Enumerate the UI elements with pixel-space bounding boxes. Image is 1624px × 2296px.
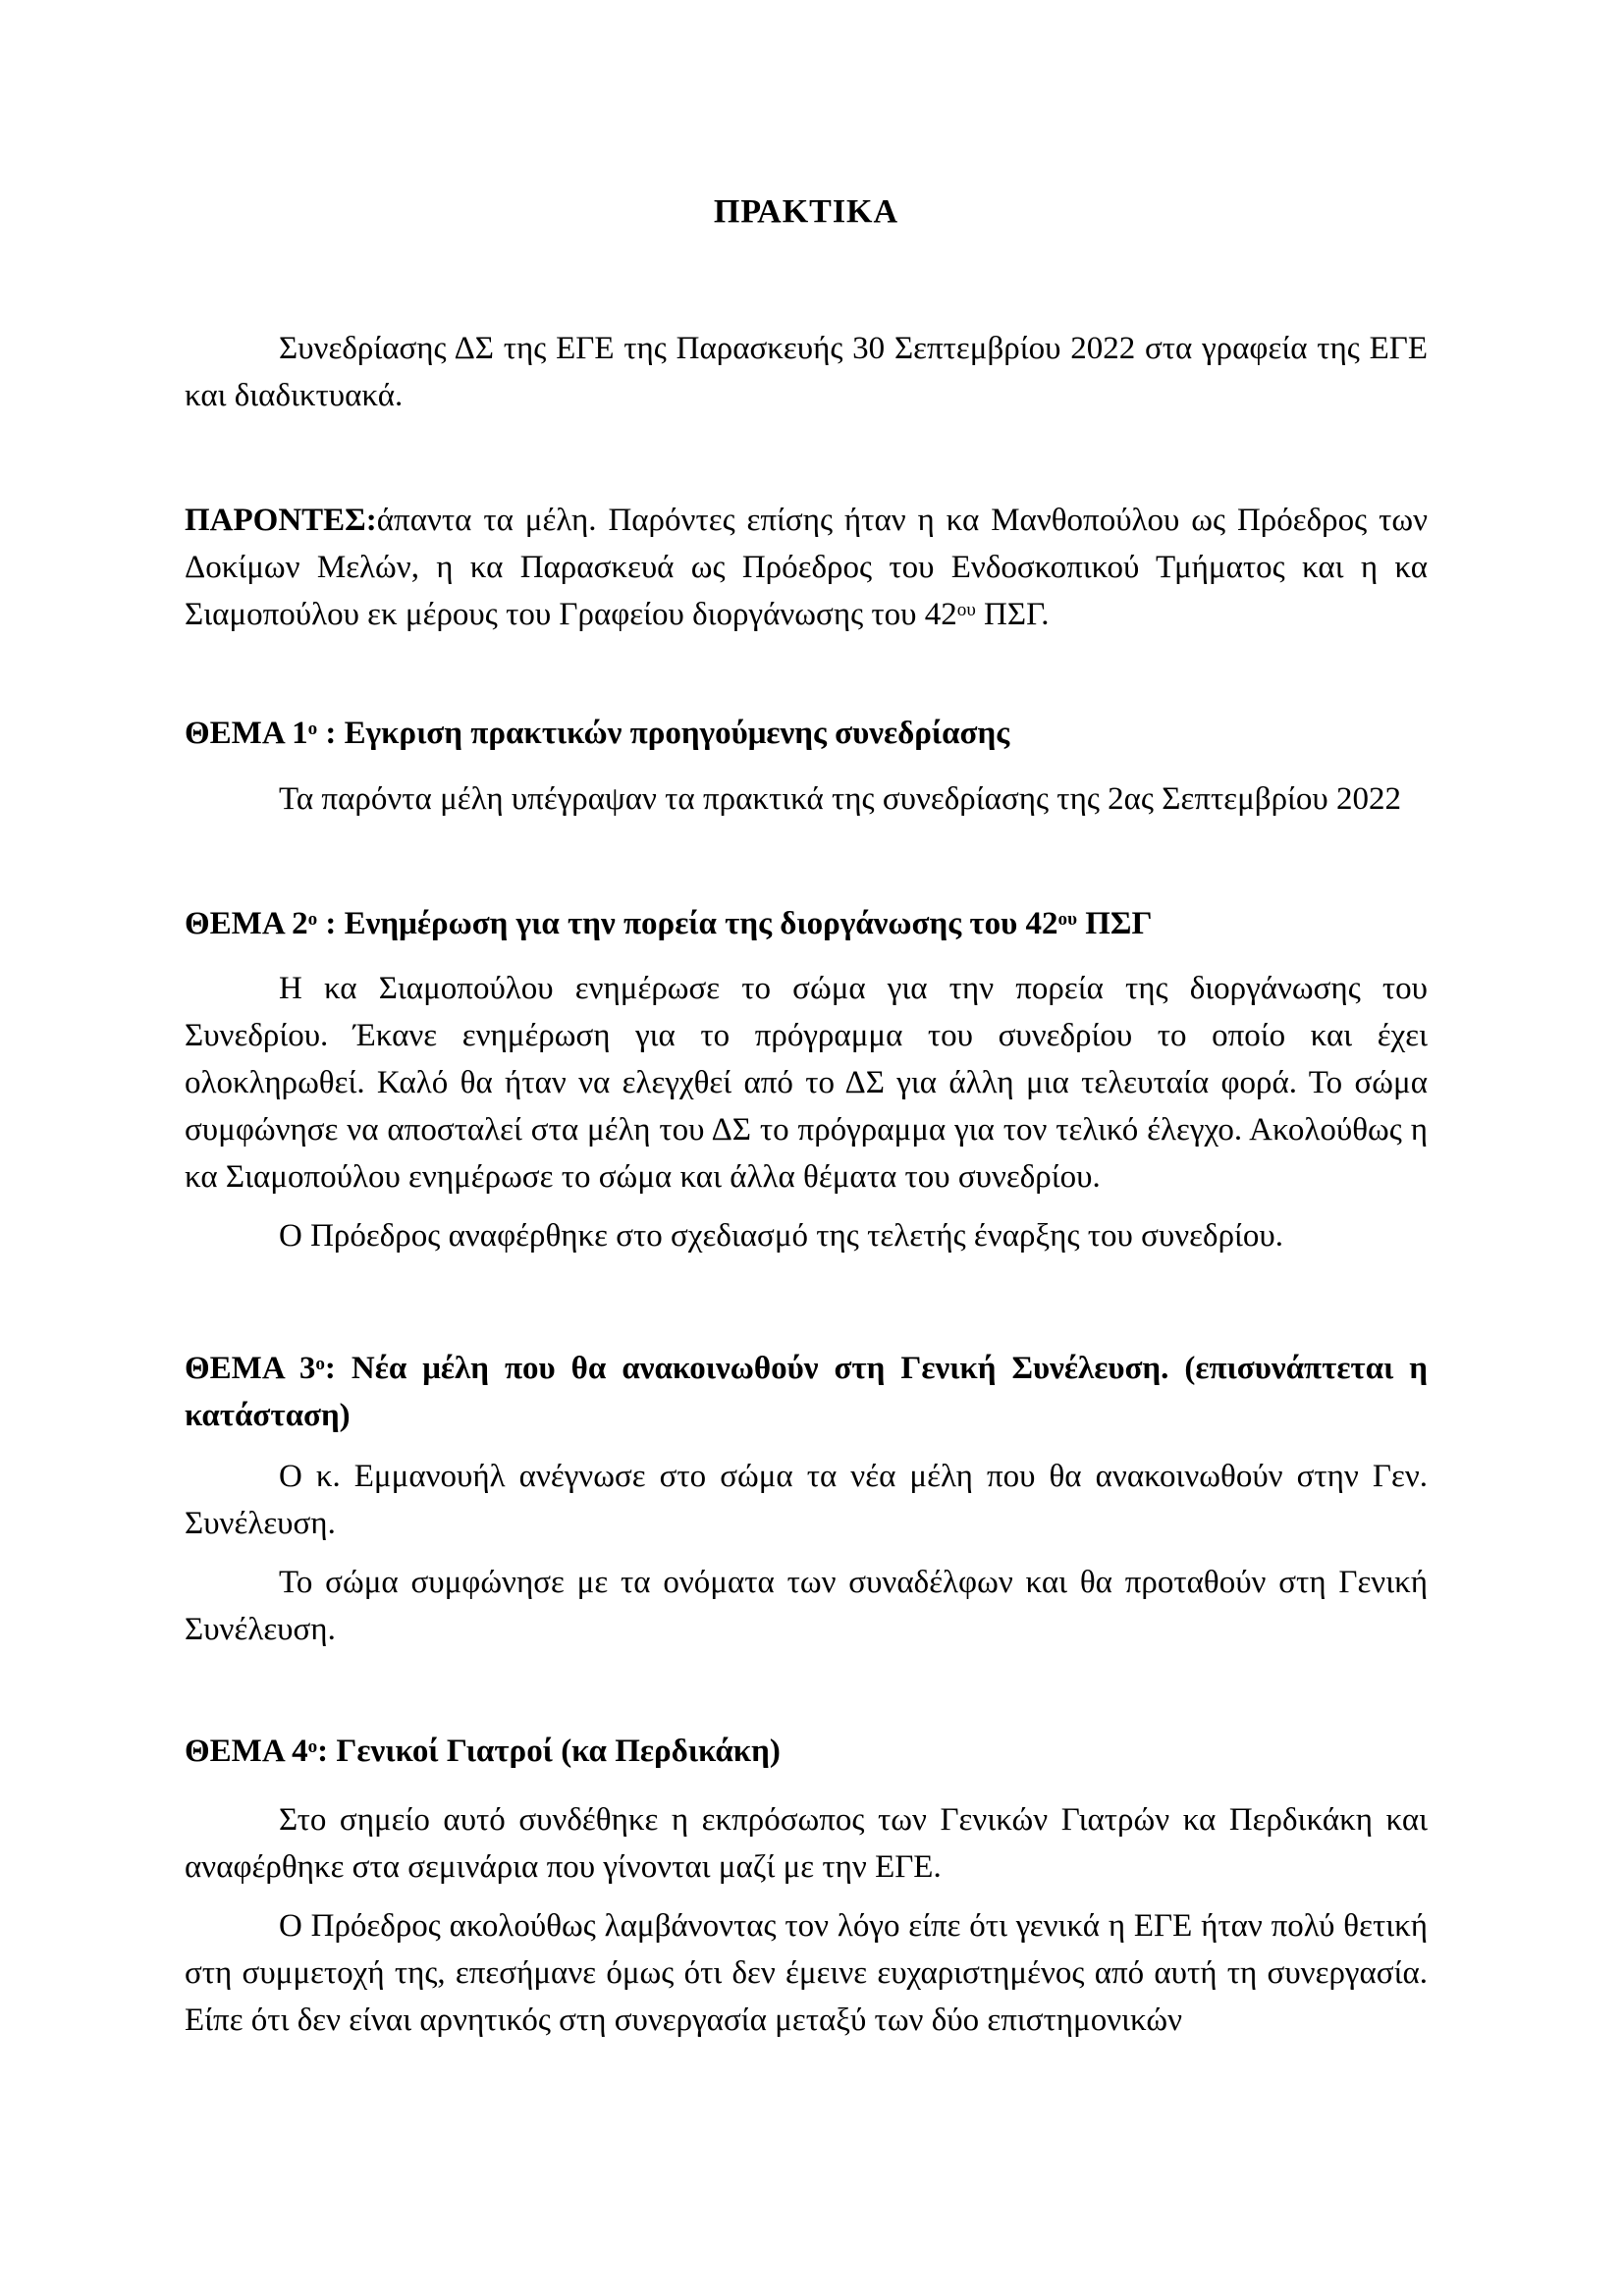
document-title: ΠΡΑΚΤΙΚΑ [713,193,899,230]
text-run: ΘΕΜΑ 2 [185,906,308,941]
ordinal-superscript: ο [307,1736,318,1758]
text-run: : Εγκριση πρακτικών προηγούμενης συνεδρίασης [317,716,1010,751]
text-run: : Γενικοί Γιατροί (κα Περδικάκη) [317,1734,781,1769]
topic-2-heading [185,900,1428,947]
topic-4-paragraph-2 [185,1902,1428,2044]
text-run: ΠΣΓ [1077,906,1153,941]
topic-2-paragraph-1 [185,965,1428,1201]
text-run: ΠΣΓ. [975,597,1050,632]
topic-4-paragraph-1 [185,1796,1428,1891]
ordinal-superscript: ου [956,600,976,621]
text-run: ΘΕΜΑ 1 [185,716,308,751]
attendees-paragraph [185,497,1428,638]
topic-3-paragraph-2 [185,1559,1428,1653]
topic-3-heading [185,1345,1428,1439]
text-run: Τα παρόντα μέλη υπέγραψαν τα πρακτικά της συνεδρίασης της 2ας Σεπτεμβρίου 2022 [279,781,1402,817]
topic-1-paragraph [185,775,1428,823]
text-run: Συνεδρίασης ΔΣ της ΕΓΕ της Παρασκευής 30 Σεπτεμβρίου 2022 στα γραφεία της ΕΓΕ και διαδικτυακά. [185,331,1428,413]
text-run: Η κα Σιαμοπούλου ενημέρωσε το σώμα για την πορεία της διοργάνωσης του Συνεδρίου. Έκανε ενημέρωση για το πρόγραμμα του συνεδρίου το οποίο και έχει ολοκληρωθεί. Καλό θα ήταν να ελεγχθεί από το ΔΣ για άλλη μια τελευταία φορά. Το σώμα συμφώνησε να αποσταλεί στα μέλη του ΔΣ το πρόγραμμα για τον τελικό έλεγχο. Ακολούθως η κα Σιαμοπούλου ενημέρωσε το σώμα και άλλα θέματα του συνεδρίου. [185,971,1428,1195]
topic-2-paragraph-2 [185,1212,1428,1259]
text-run: Ο Πρόεδρος ακολούθως λαμβάνοντας τον λόγο είπε ότι γενικά η ΕΓΕ ήταν πολύ θετική στη συμμετοχή της, επεσήμανε όμως ότι δεν έμεινε ευχαριστημένος από αυτή τη συνεργασία. Είπε ότι δεν είναι αρνητικός στη συνεργασία μεταξύ των δύο επιστημονικών [185,1908,1428,2038]
ordinal-superscript: ο [307,719,318,740]
topic-3-paragraph-1 [185,1453,1428,1547]
ordinal-superscript: ο [315,1354,325,1375]
text-run: άπαντα τα μέλη. Παρόντες επίσης ήταν η κα Μανθοπούλου ως Πρόεδρος των Δοκίμων Μελών, η κα Παρασκευά ως Πρόεδρος του Ενδοσκοπικού Τμήματος και η κα Σιαμοπούλου εκ μέρους του Γραφείου διοργάνωσης του 42 [185,503,1428,632]
ordinal-superscript: ου [1057,909,1077,931]
text-run: ΘΕΜΑ 3 [185,1351,316,1386]
text-run: Το σώμα συμφώνησε με τα ονόματα των συναδέλφων και θα προταθούν στη Γενική Συνέλευση. [185,1565,1428,1647]
topic-1-heading [185,710,1428,757]
text-run: : Ενημέρωση για την πορεία της διοργάνωσης του 42 [317,906,1058,941]
text-run: Στο σημείο αυτό συνδέθηκε η εκπρόσωπος των Γενικών Γιατρών κα Περδικάκη και αναφέρθηκε στα σεμινάρια που γίνονται μαζί με την ΕΓΕ. [185,1802,1428,1885]
ordinal-superscript: ο [307,909,318,931]
text-run: Ο Πρόεδρος αναφέρθηκε στο σχεδιασμό της τελετής έναρξης του συνεδρίου. [279,1218,1283,1254]
text-run: Ο κ. Εμμανουήλ ανέγνωσε στο σώμα τα νέα μέλη που θα ανακοινωθούν στην Γεν. Συνέλευση. [185,1459,1428,1541]
text-run: : Νέα μέλη που θα ανακοινωθούν στη Γενική Συνέλευση. (επισυνάπτεται η κατάσταση) [185,1351,1429,1433]
topic-4-heading [185,1728,1428,1775]
document-body [185,325,1428,2044]
text-run: ΘΕΜΑ 4 [185,1734,308,1769]
text-run: ΠΑΡΟΝΤΕΣ: [185,503,377,538]
intro-paragraph [185,325,1428,419]
